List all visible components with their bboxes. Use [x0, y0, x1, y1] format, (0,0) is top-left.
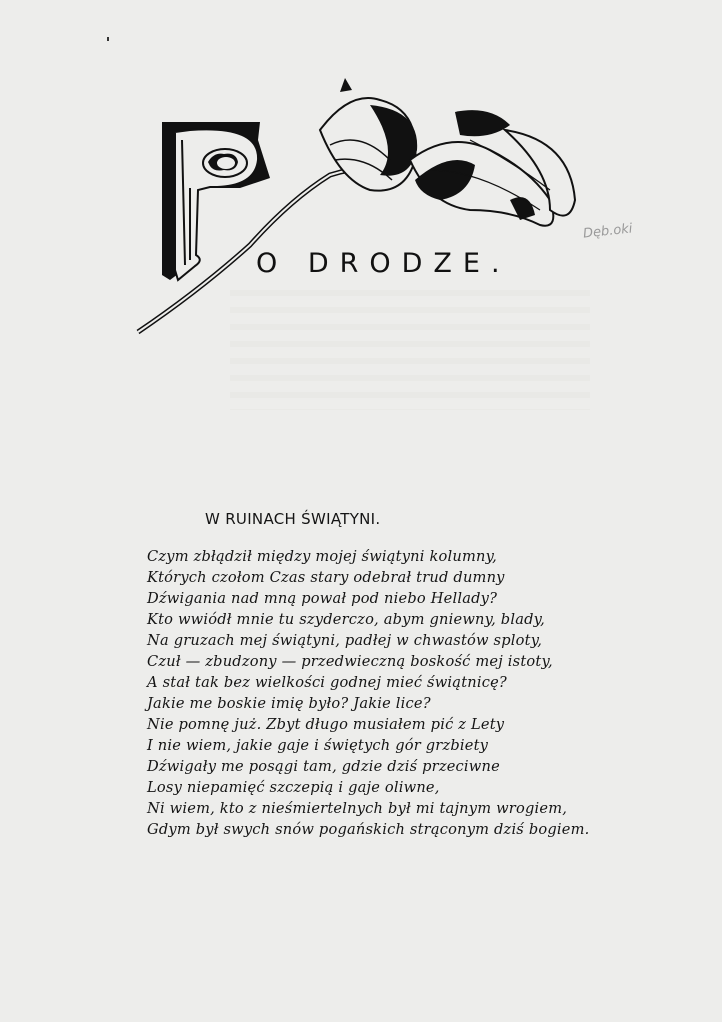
poem-line: Losy niepamięć szczepią i gaje oliwne, — [147, 779, 440, 796]
poem-line: Gdym był swych snów pogańskich strąconym dziś bogiem. — [147, 821, 590, 838]
poem-line: Czym zbłądził między mojej świątyni kolumny, — [147, 548, 497, 565]
poem-line: Na gruzach mej świątyni, padłej w chwastów sploty, — [147, 632, 543, 649]
poem-line: Nie pomnę już. Zbyt długo musiałem pić z Lety — [147, 716, 505, 733]
poem-line: Ni wiem, kto z nieśmiertelnych był mi tajnym wrogiem, — [147, 800, 568, 817]
poem-title: W RUINACH ŚWIĄTYNI. — [205, 510, 381, 528]
poem-body — [147, 546, 590, 840]
leaf-cluster-icon — [320, 78, 575, 226]
section-heading: O DRODZE. — [256, 248, 511, 279]
poem-line: A stał tak bez wielkości godnej mieć świątnicę? — [147, 674, 507, 691]
poem-line: Których czołom Czas stary odebrał trud dumny — [147, 569, 505, 586]
poem-line: Jakie me boskie imię było? Jakie lice? — [147, 695, 431, 712]
poem-line: Czuł — zbudzony — przedwieczną boskość mej istoty, — [147, 653, 553, 670]
scan-speck — [107, 37, 109, 41]
decorative-initial-p-with-leaves — [130, 70, 590, 340]
poem-line: Dźwigały me posągi tam, gdzie dziś przeciwne — [147, 758, 500, 775]
poem-line: Kto wwiódł mnie tu szyderczo, abym gniewny, blady, — [147, 611, 546, 628]
initial-p-icon — [162, 122, 270, 280]
poem-line: I nie wiem, jakie gaje i świętych gór grzbiety — [147, 737, 489, 754]
poem-line: Dźwigania nad mną pował pod niebo Hellady? — [147, 590, 498, 607]
handwritten-margin-note: Dęb.oki — [582, 221, 634, 242]
